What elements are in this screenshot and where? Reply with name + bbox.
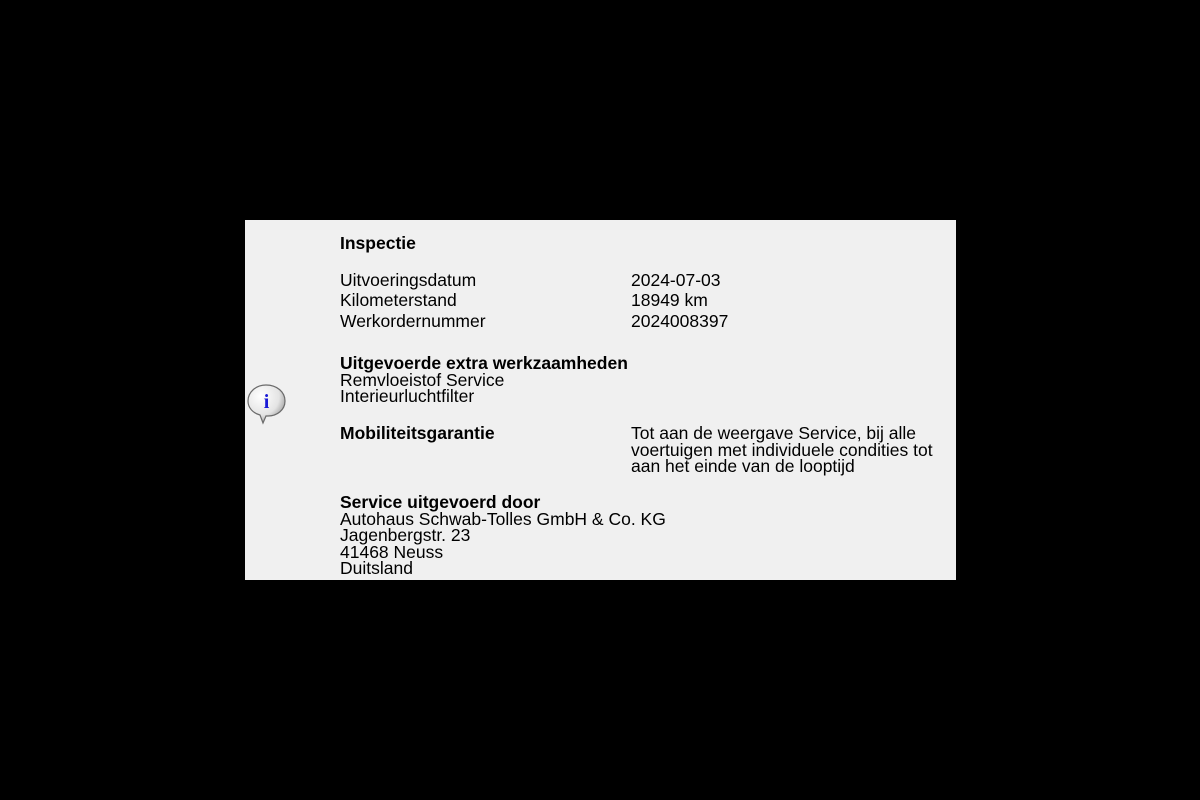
dealer-street: Jagenbergstr. 23 [340, 525, 471, 545]
execution-date-label: Uitvoeringsdatum [340, 270, 477, 290]
dealer-name: Autohaus Schwab-Tolles GmbH & Co. KG [340, 508, 666, 529]
inspection-title: Inspectie [340, 233, 416, 253]
mobility-text-line: Tot aan de weergave Service, bij alle [631, 423, 917, 443]
work-order-value: 2024008397 [631, 311, 729, 331]
extra-work-title: Uitgevoerde extra werkzaamheden [340, 353, 628, 373]
svg-text:i: i [263, 391, 270, 413]
mobility-text-line: aan het einde van de looptijd [631, 456, 855, 476]
work-order-label: Werkordernummer [340, 311, 486, 331]
mobility-text-line: voertuigen met individuele condities tot [631, 439, 933, 460]
mobility-description [631, 425, 951, 475]
performed-by-title: Service uitgevoerd door [340, 492, 541, 512]
extra-work-item: Interieurluchtfilter [340, 386, 475, 406]
mileage-label: Kilometerstand [340, 290, 457, 310]
service-record-panel [245, 220, 956, 580]
execution-date-value: 2024-07-03 [631, 270, 721, 290]
dealer-country: Duitsland [340, 558, 413, 578]
info-speech-bubble-icon [246, 383, 288, 425]
mobility-title: Mobiliteitsgarantie [340, 423, 495, 443]
dealer-city: 41468 Neuss [340, 541, 444, 562]
performed-by-section [340, 494, 666, 577]
extra-work-item: Remvloeistof Service [340, 369, 505, 390]
mileage-value: 18949 km [631, 290, 708, 310]
extra-work-section [340, 355, 628, 405]
